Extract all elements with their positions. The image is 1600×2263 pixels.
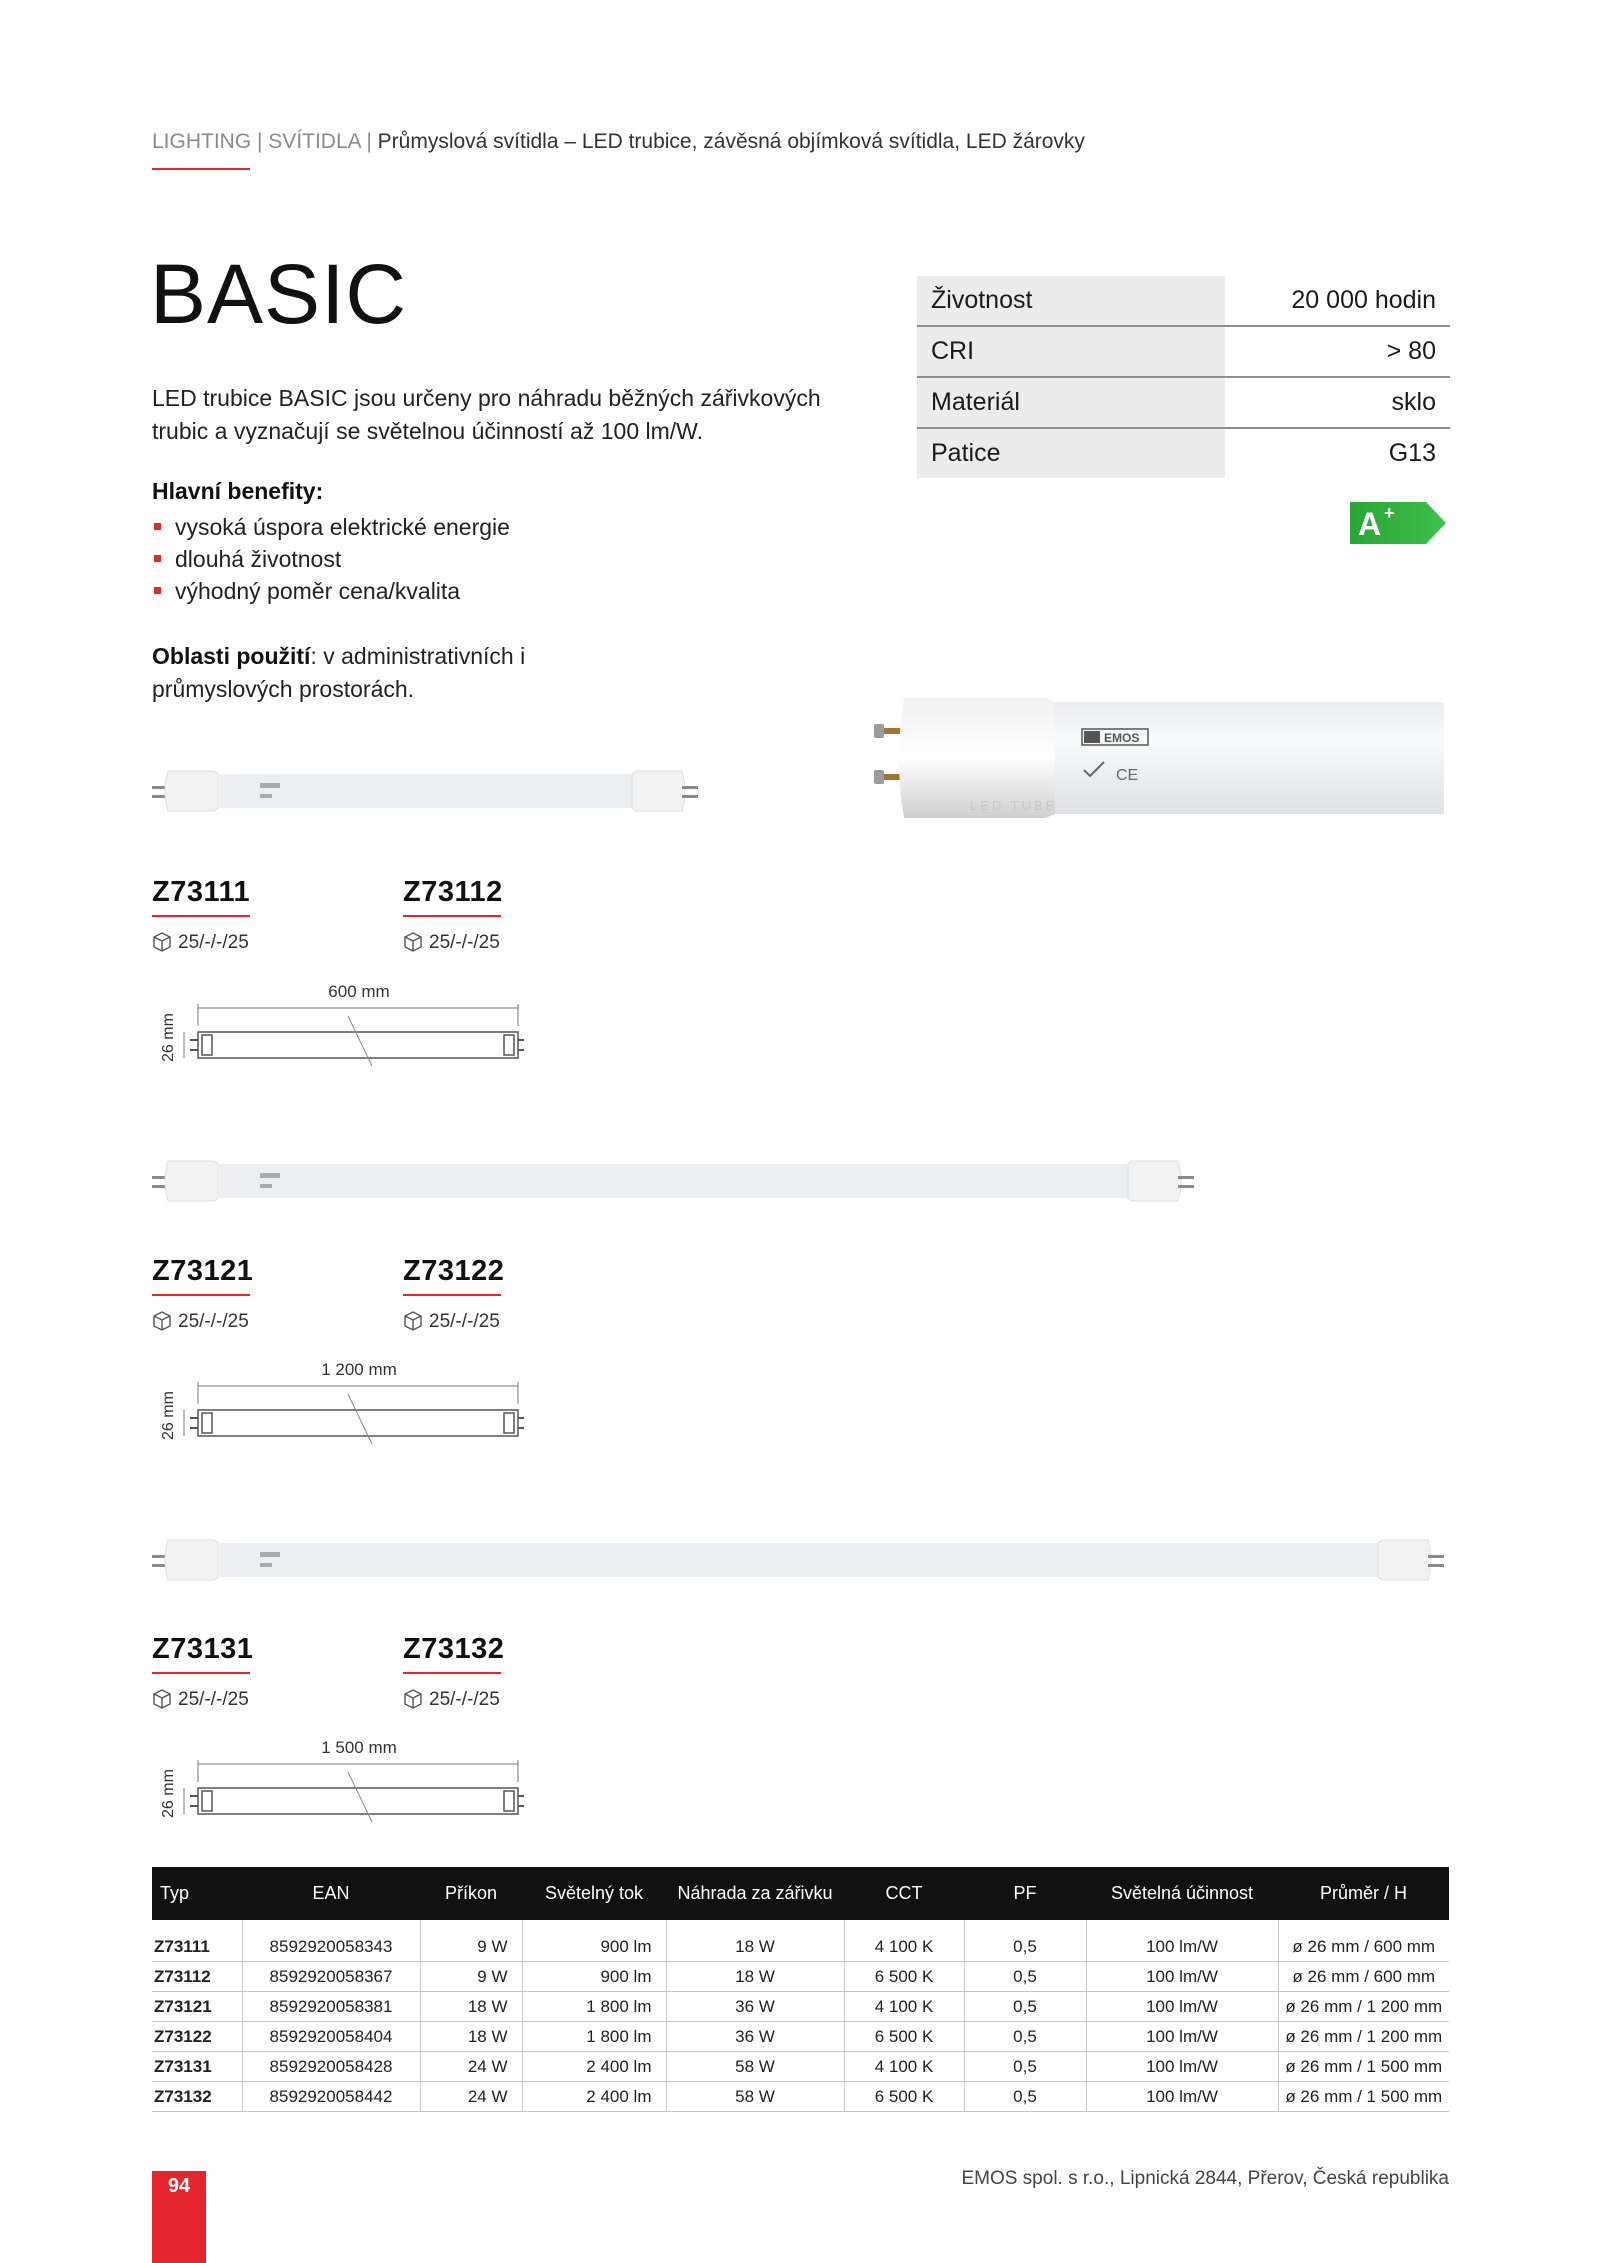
cell-power: 18 W xyxy=(420,2022,522,2052)
package-box-icon xyxy=(403,1311,423,1331)
cell-dimensions: ø 26 mm / 1 500 mm xyxy=(1278,2082,1449,2112)
table-header-cell: Příkon xyxy=(420,1867,522,1920)
cell-efficiency: 100 lm/W xyxy=(1086,1962,1278,1992)
product-code[interactable]: Z73112 xyxy=(403,876,503,908)
package-quantity: 25/-/-/25 xyxy=(178,932,249,953)
cell-cct: 6 500 K xyxy=(844,1962,964,1992)
cell-ean: 8592920058404 xyxy=(242,2022,420,2052)
cell-pf: 0,5 xyxy=(964,1962,1086,1992)
table-header-cell: Typ xyxy=(152,1867,242,1920)
cell-type: Z73131 xyxy=(152,2052,242,2082)
package-box-icon xyxy=(152,1311,172,1331)
cell-cct: 4 100 K xyxy=(844,1920,964,1962)
cell-replacement: 18 W xyxy=(666,1920,844,1962)
breadcrumb-section[interactable]: LIGHTING | SVÍTIDLA | xyxy=(152,130,372,153)
diameter-dimension-label: 26 mm xyxy=(160,1391,177,1440)
table-row xyxy=(152,1962,1449,1992)
intro-text: LED trubice BASIC jsou určeny pro náhradu běžných zářivkových trubic a vyznačují se světelnou účinností až 100 lm/W. xyxy=(152,385,821,444)
dimension-drawing-600 xyxy=(178,1002,524,1068)
page-title: BASIC xyxy=(150,247,408,341)
table-header-row xyxy=(152,1867,1449,1920)
table-header-cell: CCT xyxy=(844,1867,964,1920)
cell-replacement: 58 W xyxy=(666,2052,844,2082)
package-info xyxy=(152,932,249,954)
package-quantity: 25/-/-/25 xyxy=(429,1311,500,1332)
dimension-drawing-1200 xyxy=(178,1380,524,1446)
led-tube-600-image xyxy=(148,765,702,817)
product-code-underline xyxy=(403,1672,501,1674)
spec-row xyxy=(917,326,1450,377)
cell-flux: 1 800 lm xyxy=(522,1992,666,2022)
table-header-cell: Náhrada za zářivku xyxy=(666,1867,844,1920)
table-header-cell: Průměr / H xyxy=(1278,1867,1449,1920)
product-code-underline xyxy=(403,1294,501,1296)
usage-description: : v administrativních i průmyslových prostorách. xyxy=(152,643,526,702)
cell-dimensions: ø 26 mm / 600 mm xyxy=(1278,1962,1449,1992)
cell-efficiency: 100 lm/W xyxy=(1086,2082,1278,2112)
cell-dimensions: ø 26 mm / 600 mm xyxy=(1278,1920,1449,1962)
package-box-icon xyxy=(403,932,423,952)
cell-flux: 900 lm xyxy=(522,1920,666,1962)
spec-row xyxy=(917,377,1450,428)
spec-value: > 80 xyxy=(1225,326,1450,377)
benefits-heading: Hlavní benefity: xyxy=(152,478,324,504)
spec-row xyxy=(917,276,1450,326)
table-header-cell: PF xyxy=(964,1867,1086,1920)
spec-table xyxy=(917,276,1450,478)
breadcrumb-category[interactable]: Průmyslová svítidla – LED trubice, závěsná objímková svítidla, LED žárovky xyxy=(377,130,1085,153)
product-code[interactable]: Z73121 xyxy=(152,1255,254,1287)
length-dimension-label: 600 mm xyxy=(328,982,390,1001)
cell-efficiency: 100 lm/W xyxy=(1086,2022,1278,2052)
cell-flux: 2 400 lm xyxy=(522,2052,666,2082)
spec-label: Materiál xyxy=(917,377,1225,428)
package-info xyxy=(152,1689,249,1711)
dimension-drawing-1500 xyxy=(178,1758,524,1824)
cell-cct: 4 100 K xyxy=(844,1992,964,2022)
cell-type: Z73121 xyxy=(152,1992,242,2022)
package-quantity: 25/-/-/25 xyxy=(178,1311,249,1332)
energy-class-letter: A xyxy=(1358,506,1382,542)
package-info xyxy=(403,932,500,954)
cell-ean: 8592920058343 xyxy=(242,1920,420,1962)
product-code-underline xyxy=(403,915,501,917)
cell-ean: 8592920058367 xyxy=(242,1962,420,1992)
package-box-icon xyxy=(403,1689,423,1709)
package-info xyxy=(152,1311,249,1333)
cell-flux: 1 800 lm xyxy=(522,2022,666,2052)
product-code-underline xyxy=(152,915,250,917)
cell-ean: 8592920058381 xyxy=(242,1992,420,2022)
breadcrumb xyxy=(152,130,1085,154)
cell-cct: 6 500 K xyxy=(844,2082,964,2112)
package-box-icon xyxy=(152,932,172,952)
cell-replacement: 36 W xyxy=(666,2022,844,2052)
cell-dimensions: ø 26 mm / 1 500 mm xyxy=(1278,2052,1449,2082)
package-info xyxy=(403,1689,500,1711)
tube-cap-label: LED TUBE xyxy=(970,798,1058,813)
led-tube-hero-image xyxy=(870,688,1444,828)
diameter-dimension-label: 26 mm xyxy=(160,1769,177,1818)
cell-power: 9 W xyxy=(420,1962,522,1992)
cell-dimensions: ø 26 mm / 1 200 mm xyxy=(1278,1992,1449,2022)
spec-value: 20 000 hodin xyxy=(1225,276,1450,326)
table-header-cell: Světelný tok xyxy=(522,1867,666,1920)
cell-dimensions: ø 26 mm / 1 200 mm xyxy=(1278,2022,1449,2052)
cell-efficiency: 100 lm/W xyxy=(1086,2052,1278,2082)
benefit-item: vysoká úspora elektrické energie xyxy=(152,511,510,543)
footer-company: EMOS spol. s r.o., Lipnická 2844, Přerov, Česká republika xyxy=(961,2168,1449,2189)
cell-type: Z73112 xyxy=(152,1962,242,1992)
energy-class-sup: + xyxy=(1384,503,1395,523)
spec-label: Životnost xyxy=(917,276,1225,326)
product-code[interactable]: Z73132 xyxy=(403,1633,505,1665)
cell-cct: 4 100 K xyxy=(844,2052,964,2082)
table-row xyxy=(152,1992,1449,2022)
cell-efficiency: 100 lm/W xyxy=(1086,1992,1278,2022)
cell-ean: 8592920058428 xyxy=(242,2052,420,2082)
product-data-table xyxy=(152,1867,1449,2112)
cell-pf: 0,5 xyxy=(964,2052,1086,2082)
cell-replacement: 36 W xyxy=(666,1992,844,2022)
product-code-underline xyxy=(152,1294,250,1296)
table-row xyxy=(152,2052,1449,2082)
cell-pf: 0,5 xyxy=(964,2082,1086,2112)
usage-label: Oblasti použití xyxy=(152,643,311,669)
length-dimension-label: 1 200 mm xyxy=(321,1360,397,1379)
tube-ce-mark: CE xyxy=(1116,767,1139,784)
table-header-cell: EAN xyxy=(242,1867,420,1920)
cell-type: Z73132 xyxy=(152,2082,242,2112)
cell-flux: 2 400 lm xyxy=(522,2082,666,2112)
led-tube-1500-image xyxy=(148,1534,1448,1586)
energy-class-badge xyxy=(1350,502,1446,544)
led-tube-1200-image xyxy=(148,1155,1198,1207)
cell-pf: 0,5 xyxy=(964,1992,1086,2022)
length-dimension-label: 1 500 mm xyxy=(321,1738,397,1757)
table-header-cell: Světelná účinnost xyxy=(1086,1867,1278,1920)
spec-label: CRI xyxy=(917,326,1225,377)
spec-value: G13 xyxy=(1388,439,1436,467)
usage-text xyxy=(152,640,672,706)
cell-power: 24 W xyxy=(420,2052,522,2082)
package-quantity: 25/-/-/25 xyxy=(429,932,500,953)
table-row xyxy=(152,2082,1449,2112)
product-code[interactable]: Z73131 xyxy=(152,1633,254,1665)
cell-power: 24 W xyxy=(420,2082,522,2112)
product-code-underline xyxy=(152,1672,250,1674)
package-quantity: 25/-/-/25 xyxy=(178,1689,249,1710)
cell-pf: 0,5 xyxy=(964,2022,1086,2052)
breadcrumb-underline xyxy=(152,168,250,170)
product-code[interactable]: Z73122 xyxy=(403,1255,505,1287)
cell-efficiency: 100 lm/W xyxy=(1086,1920,1278,1962)
spec-row xyxy=(917,428,1450,478)
benefit-item: dlouhá životnost xyxy=(152,543,510,575)
cell-power: 9 W xyxy=(420,1920,522,1962)
benefit-item: výhodný poměr cena/kvalita xyxy=(152,575,510,607)
tube-brand-label: EMOS xyxy=(1104,731,1140,745)
benefits-list xyxy=(152,511,510,607)
table-row xyxy=(152,1920,1449,1962)
cell-type: Z73122 xyxy=(152,2022,242,2052)
diameter-dimension-label: 26 mm xyxy=(160,1013,177,1062)
cell-type: Z73111 xyxy=(152,1920,242,1962)
product-code[interactable]: Z73111 xyxy=(152,876,251,908)
cell-replacement: 58 W xyxy=(666,2082,844,2112)
cell-replacement: 18 W xyxy=(666,1962,844,1992)
package-box-icon xyxy=(152,1689,172,1709)
cell-flux: 900 lm xyxy=(522,1962,666,1992)
package-quantity: 25/-/-/25 xyxy=(429,1689,500,1710)
page-number: 94 xyxy=(152,2171,206,2263)
cell-ean: 8592920058442 xyxy=(242,2082,420,2112)
cell-pf: 0,5 xyxy=(964,1920,1086,1962)
package-info xyxy=(403,1311,500,1333)
table-row xyxy=(152,2022,1449,2052)
spec-label: Patice xyxy=(917,428,1225,478)
cell-power: 18 W xyxy=(420,1992,522,2022)
cell-cct: 6 500 K xyxy=(844,2022,964,2052)
spec-value: sklo xyxy=(1225,377,1450,428)
